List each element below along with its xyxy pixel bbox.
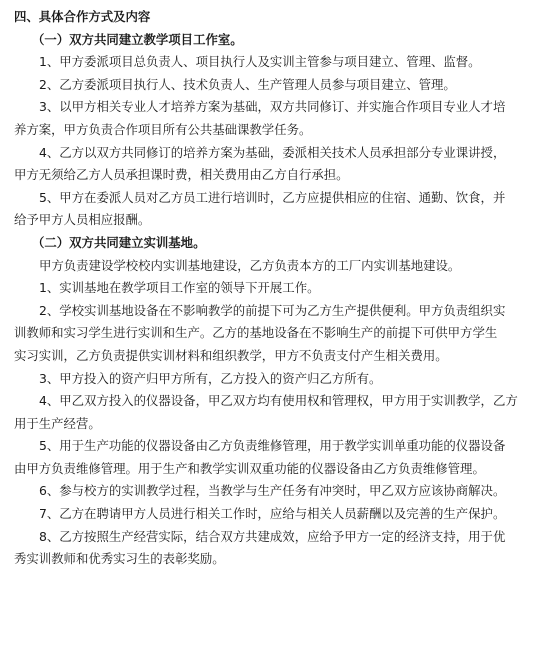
part1-item-3-line1: 3、以甲方相关专业人才培养方案为基础，双方共同修订、并实施合作项目专业人才培 bbox=[39, 99, 506, 115]
part2-item-1: 1、实训基地在教学项目工作室的领导下开展工作。 bbox=[39, 280, 320, 296]
part2-item-3: 3、甲方投入的资产归甲方所有，乙方投入的资产归乙方所有。 bbox=[39, 370, 382, 386]
part1-title: （一）双方共同建立教学项目工作室。 bbox=[32, 31, 243, 47]
part2-item-4-line1: 4、甲乙双方投入的仪器设备，甲乙双方均有使用权和管理权，甲方用于实训教学，乙方 bbox=[39, 393, 518, 409]
part1-item-4-line2: 甲方无须给乙方人员承担课时费，相关费用由乙方自行承担。 bbox=[14, 167, 349, 183]
part1-item-3-line2: 养方案，甲方负责合作项目所有公共基础课教学任务。 bbox=[14, 121, 312, 137]
part2-item-5-line1: 5、用于生产功能的仪器设备由乙方负责维修管理，用于教学实训单重功能的仪器设备 bbox=[39, 438, 506, 454]
part2-item-4-line2: 用于生产经营。 bbox=[14, 415, 101, 431]
part2-item-2-line1: 2、学校实训基地设备在不影响教学的前提下可为乙方生产提供便利。甲方负责组织实 bbox=[39, 302, 506, 318]
part1-item-2: 2、乙方委派项目执行人、技术负责人、生产管理人员参与项目建立、管理。 bbox=[39, 76, 456, 92]
section-title: 四、具体合作方式及内容 bbox=[14, 9, 151, 24]
part1-item-1: 1、甲方委派项目总负责人、项目执行人及实训主管参与项目建立、管理、监督。 bbox=[39, 54, 481, 70]
part2-item-2-line2: 训教师和实习学生进行实训和生产。乙方的基地设备在不影响生产的前提下可供甲方学生 bbox=[14, 325, 498, 341]
part1-item-5-line1: 5、甲方在委派人员对乙方员工进行培训时，乙方应提供相应的住宿、通勤、饮食，并 bbox=[39, 189, 506, 205]
part2-title: （二）双方共同建立实训基地。 bbox=[32, 234, 206, 250]
part2-item-8-line2: 秀实训教师和优秀实习生的表彰奖励。 bbox=[14, 551, 225, 567]
part2-item-8-line1: 8、乙方按照生产经营实际，结合双方共建成效，应给予甲方一定的经济支持，用于优 bbox=[39, 528, 506, 544]
part2-item-2-line3: 实习实训，乙方负责提供实训材料和组织教学，甲方不负责支付产生相关费用。 bbox=[14, 347, 448, 363]
part1-item-4-line1: 4、乙方以双方共同修订的培养方案为基础，委派相关技术人员承担部分专业课讲授， bbox=[39, 144, 506, 160]
part2-item-5-line2: 由甲方负责维修管理。用于生产和教学实训双重功能的仪器设备由乙方负责维修管理。 bbox=[14, 460, 485, 476]
part2-intro: 甲方负责建设学校校内实训基地建设，乙方负责本方的工厂内实训基地建设。 bbox=[39, 257, 461, 273]
part1-item-5-line2: 给予甲方人员相应报酬。 bbox=[14, 212, 151, 228]
part2-item-6: 6、参与校方的实训教学过程，当教学与生产任务有冲突时，甲乙双方应该协商解决。 bbox=[39, 483, 506, 499]
part2-item-7: 7、乙方在聘请甲方人员进行相关工作时，应给与相关人员薪酬以及完善的生产保护。 bbox=[39, 506, 506, 522]
